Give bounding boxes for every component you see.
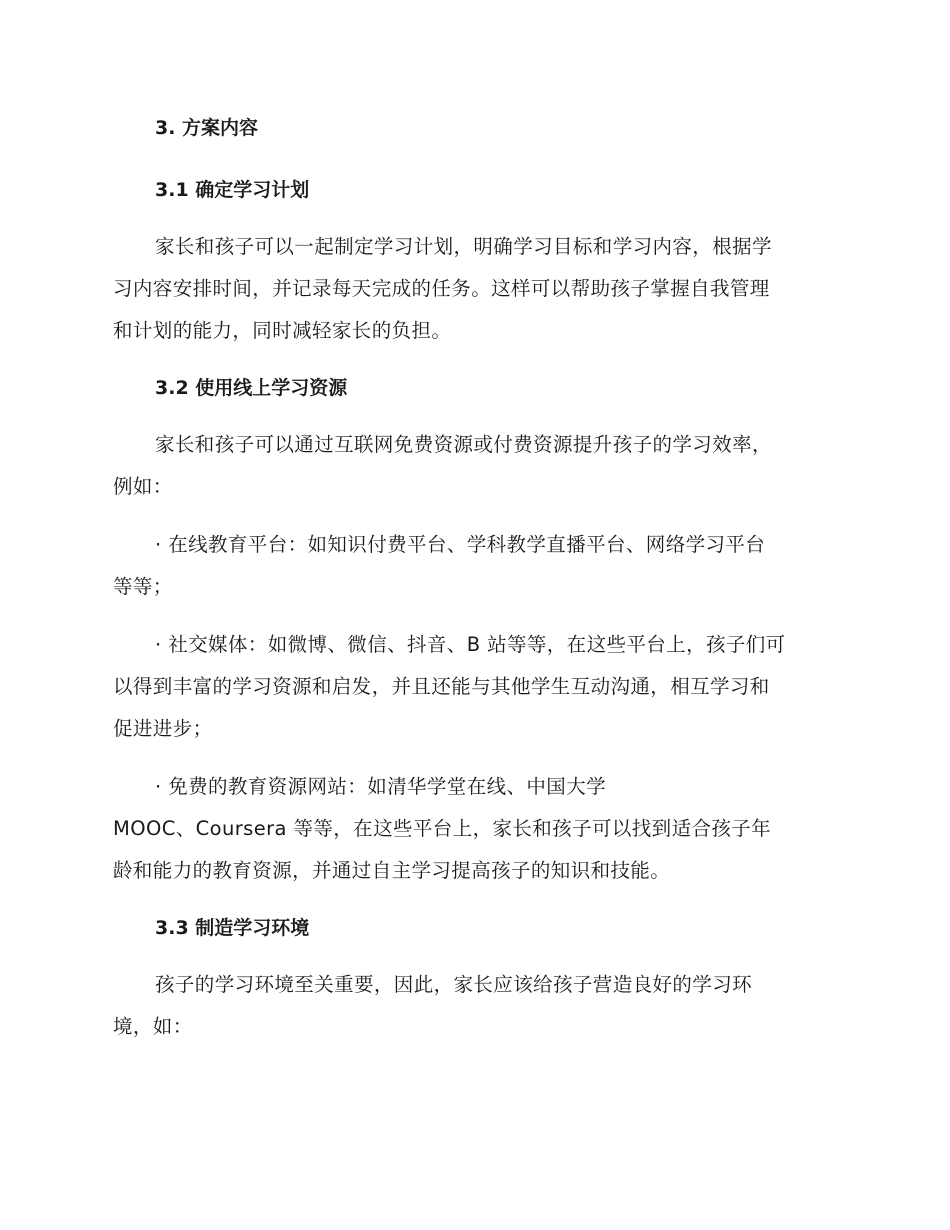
paragraph-line: 例如： (113, 475, 173, 498)
paragraph-line: 境，如： (113, 1015, 193, 1038)
paragraph-line: · 社交媒体：如微博、微信、抖音、B 站等等，在这些平台上，孩子们可 (155, 633, 786, 656)
section-title: 3. 方案内容 (155, 117, 259, 139)
document-page (113, 108, 835, 1064)
paragraph-line: 和计划的能力，同时减轻家长的负担。 (113, 319, 452, 342)
paragraph-line: 促进进步； (113, 717, 213, 740)
paragraph-line: MOOC、Coursera 等等，在这些平台上，家长和孩子可以找到适合孩子年 (113, 817, 772, 840)
paragraph (113, 964, 835, 1048)
subsection-title-3-2: 3.2 使用线上学习资源 (155, 377, 348, 399)
subsection-title-3-1: 3.1 确定学习计划 (155, 179, 310, 201)
paragraph-line: · 免费的教育资源网站：如清华学堂在线、中国大学 (155, 775, 606, 798)
paragraph-line: 以得到丰富的学习资源和启发，并且还能与其他学生互动沟通，相互学习和 (113, 675, 770, 698)
subsection-title-3-3: 3.3 制造学习环境 (155, 917, 310, 939)
paragraph-line: 孩子的学习环境至关重要，因此，家长应该给孩子营造良好的学习环 (155, 973, 753, 996)
paragraph-line: 龄和能力的教育资源，并通过自主学习提高孩子的知识和技能。 (113, 859, 671, 882)
paragraph-line: 家长和孩子可以通过互联网免费资源或付费资源提升孩子的学习效率， (155, 433, 772, 456)
paragraph-line: 等等； (113, 575, 173, 598)
paragraph-line: 习内容安排时间，并记录每天完成的任务。这样可以帮助孩子掌握自我管理 (113, 277, 770, 300)
bullet-item (113, 524, 835, 608)
paragraph (113, 226, 835, 352)
bullet-item (113, 624, 835, 750)
paragraph-line: · 在线教育平台：如知识付费平台、学科教学直播平台、网络学习平台 (155, 533, 766, 556)
bullet-item (113, 766, 835, 892)
paragraph (113, 424, 835, 508)
paragraph-line: 家长和孩子可以一起制定学习计划，明确学习目标和学习内容，根据学 (155, 235, 772, 258)
